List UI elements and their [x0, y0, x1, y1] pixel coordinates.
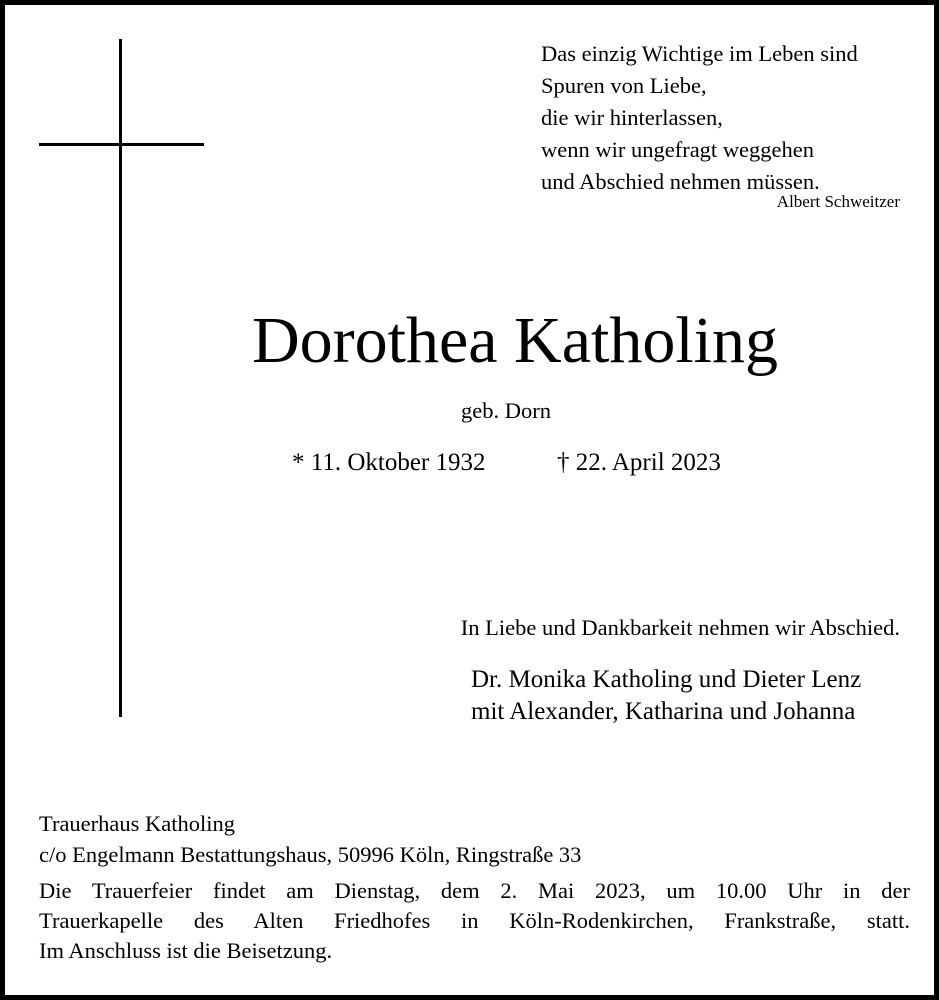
death-date: † 22. April 2023	[557, 449, 721, 476]
mourner-line: mit Alexander, Katharina und Johanna	[471, 698, 856, 725]
quote	[541, 38, 911, 198]
quote-line: die wir hinterlassen,	[541, 105, 723, 130]
birth-name: geb. Dorn	[461, 398, 551, 423]
quote-line: wenn wir ungefragt weggehen	[541, 137, 815, 162]
quote-line: Spuren von Liebe,	[541, 73, 707, 98]
mourners	[471, 664, 861, 728]
ceremony-line: Im Anschluss ist die Beisetzung.	[39, 938, 333, 963]
quote-author: Albert Schweitzer	[776, 192, 900, 211]
deceased-name: Dorothea Katholing	[251, 304, 779, 377]
ceremony-line: Die Trauerfeier findet am Dienstag, dem 2. Mai 2023, um 10.00 Uhr in der	[39, 878, 910, 903]
quote-line: Das einzig Wichtige im Leben sind	[541, 41, 858, 66]
farewell-line: In Liebe und Dankbarkeit nehmen wir Abschied.	[460, 615, 900, 640]
quote-line: und Abschied nehmen müssen.	[541, 169, 820, 194]
address-line: Trauerhaus Katholing	[39, 811, 236, 836]
cross-icon-crossbar	[39, 143, 204, 146]
mourner-line: Dr. Monika Katholing und Dieter Lenz	[471, 666, 862, 693]
address-line: c/o Engelmann Bestattungshaus, 50996 Köln, Ringstraße 33	[39, 842, 582, 867]
ceremony-line: Trauerkapelle des Alten Friedhofes in Köln-Rodenkirchen, Frankstraße, statt.	[39, 908, 910, 933]
ceremony-info	[39, 876, 910, 966]
birth-date: * 11. Oktober 1932	[292, 449, 486, 476]
mourning-address	[39, 808, 581, 870]
